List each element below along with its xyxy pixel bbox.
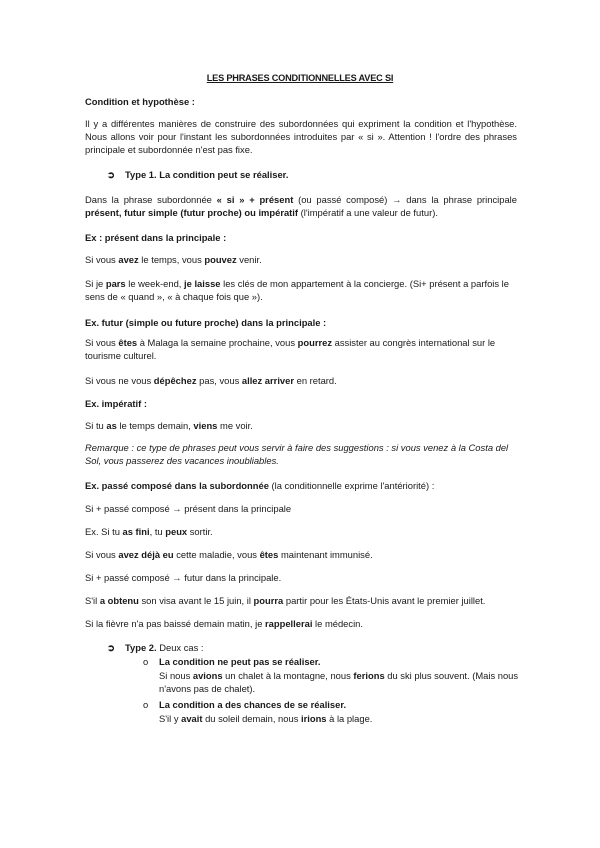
page-title: LES PHRASES CONDITIONNELLES AVEC SI [206, 73, 394, 83]
type2-heading: ➲ Type 2. Deux cas : [107, 642, 204, 653]
example-sentence: Si je pars le week-end, je laisse les clés de mon appartement à la concierge. (Si+ présent a parfois le sens de « quand », « à chaque fois que »). [85, 278, 509, 302]
heading-condition: Condition et hypothèse : [85, 96, 195, 107]
case1-title: o La condition ne peut pas se réaliser. [143, 656, 321, 667]
example-sentence: Si vous avez le temps, vous pouvez venir. [85, 254, 262, 265]
case2-title: o La condition a des chances de se réaliser. [143, 699, 347, 710]
example-sentence: Ex. Si tu as fini, tu peux sortir. [85, 526, 213, 537]
example-sentence: Si la fièvre n'a pas baissé demain matin, je rappellerai le médecin. [85, 618, 363, 629]
ex-present-heading: Ex : présent dans la principale : [85, 232, 227, 243]
type1-heading: ➲ Type 1. La condition peut se réaliser. [107, 169, 289, 180]
example-sentence: Si tu as le temps demain, viens me voir. [85, 420, 253, 431]
arrow-bullet-icon: ➲ [107, 169, 115, 180]
intro-paragraph: Il y a différentes manières de construire des subordonnées qui expriment la condition et l'hypothèse. Nous allons voir pour l'instant les subordonnées introduites par « si ». Attention ! l'ordre des phrases principale et subordonnée n'est pas fixe. [85, 118, 517, 155]
arrow-bullet-icon: ➲ [107, 642, 115, 653]
case2-example: S'il y avait du soleil demain, nous irions à la plage. [159, 713, 373, 724]
case1-example: Si nous avions un chalet à la montagne, nous ferions du ski plus souvent. (Mais nous n'avons pas de chalet). [159, 670, 519, 694]
ex-futur-heading: Ex. futur (simple ou future proche) dans la principale : [85, 317, 327, 328]
ex-passe-heading: Ex. passé composé dans la subordonnée (la conditionnelle exprime l'antériorité) : [85, 480, 435, 491]
circle-bullet-icon: o [143, 699, 149, 710]
rule-line: Si + passé composé → présent dans la principale [85, 503, 292, 514]
remarque-note: Remarque : ce type de phrases peut vous servir à faire des suggestions : si vous venez à la Costa del Sol, vous passerez des vacances inoubliables. [85, 442, 509, 466]
rule1-paragraph: Dans la phrase subordonnée « si » + présent (ou passé composé) → dans la phrase principale présent, futur simple (futur proche) ou impératif (l'impératif a une valeur de futur). [85, 194, 517, 218]
circle-bullet-icon: o [143, 656, 149, 667]
example-sentence: Si vous ne vous dépêchez pas, vous allez arriver en retard. [85, 375, 337, 386]
ex-imperatif-heading: Ex. impératif : [85, 398, 147, 409]
example-sentence: S'il a obtenu son visa avant le 15 juin, il pourra partir pour les États-Unis avant le premier juillet. [85, 595, 486, 606]
example-sentence: Si vous êtes à Malaga la semaine prochaine, vous pourrez assister au congrès international sur le tourisme culturel. [85, 337, 496, 361]
example-sentence: Si vous avez déjà eu cette maladie, vous êtes maintenant immunisé. [85, 549, 373, 560]
rule-line: Si + passé composé → futur dans la principale. [85, 572, 282, 583]
